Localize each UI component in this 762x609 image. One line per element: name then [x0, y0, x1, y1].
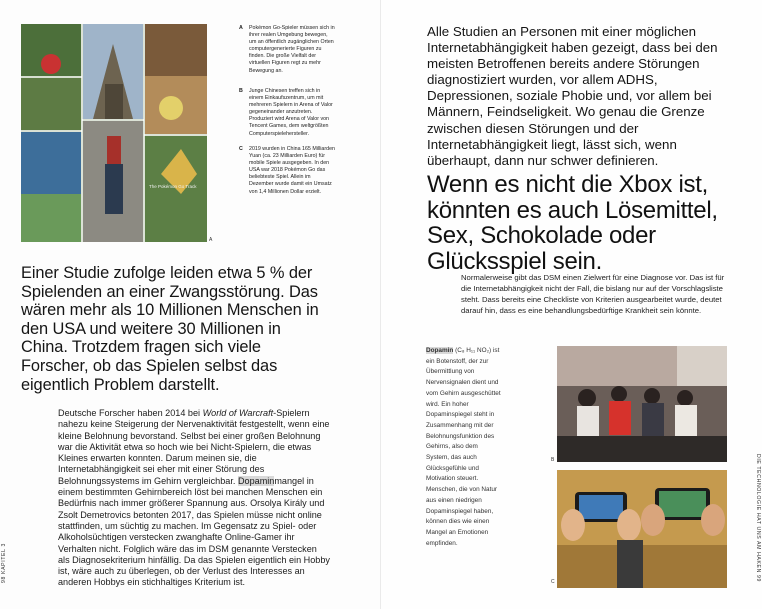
pokemon-go-photo	[21, 24, 207, 242]
photo-b-mall-gamers	[557, 346, 727, 462]
caption-b	[239, 88, 339, 150]
lead-paragraph: Einer Studie zufolge leiden etwa 5 % der Spielenden an einer Zwangsstörung. Das wären mehr als 10 Millionen Menschen in den USA und weitere 30 Millionen in China. Trotzdem fragen sich viele Forscher, ob das Spielen selbst das eigentlich Problem darstellt.	[21, 264, 319, 394]
running-head-left: 98 KAPITEL 3	[0, 543, 7, 583]
photo-label-a: A	[209, 237, 213, 243]
caption-c-text: 2019 wurden in China 165 Milliarden Yuan (ca. 23 Milliarden Euro) für mobile Spiele ausgegeben. In den USA war 2018 Pokémon Go das beliebteste Spiel. Allein im Dezember wurde damit ein Umsatz von 1,4 Millionen Dollar erzielt.	[249, 146, 335, 195]
body-text-italic: World of Warcraft	[202, 408, 274, 418]
dopamine-description: ist ein Botenstoff, der zur Übermittlung von Nervensignalen dient und vom Gehirn ausgeschüttet wird. Ein hoher Dopaminspiegel steht in Zusammenhang mit der Belohnungsfunktion des Gehirns, also dem System, das auch Glücksgefühle und Motivation steuert. Menschen, die von Natur aus einen niedrigen Dopaminspiegel haben, können dies wie einen Mangel an Emotionen empfinden.	[426, 347, 501, 547]
right-page	[381, 0, 762, 609]
caption-c-label: C	[239, 146, 243, 152]
mobile-gaming-illustration	[557, 470, 727, 588]
photo-label-b: B	[551, 457, 555, 463]
dsm-paragraph: Normalerweise gibt das DSM einen Zielwert für eine Diagnose vor. Das ist für die Internetabhängigkeit nicht der Fall, die bislang nur auf der Vorschlagsliste steht. Dass bereits eine Checkliste von Kriterien ausgearbeitet wurde, deutet darauf hin, dass es eine behandlungsbedürftige Krankheit sein könnte.	[461, 273, 725, 315]
body-text-highlight: Dopamin	[237, 475, 275, 486]
caption-a	[239, 25, 339, 97]
dopamine-sidebar	[426, 346, 502, 549]
caption-b-label: B	[239, 88, 243, 94]
running-head-right: DIE TECHNOLOGIE HAT UNS AM HAKEN 99	[754, 454, 761, 582]
mall-gamers-illustration	[557, 346, 727, 462]
caption-a-text: Pokémon Go-Spieler müssen sich in ihrer realen Umgebung bewegen, um an öffentlich zugänglichen Orten computergenerierte Figuren zu finden. Die große Vielfalt der virtuellen Figuren regt zu mehr Bewegung an.	[249, 25, 335, 74]
caption-a-label: A	[239, 25, 243, 31]
photo-c-mobile-gaming	[557, 470, 727, 588]
pokemon-collage-illustration	[21, 24, 207, 242]
body-text-3: mangel in einem bestimmten Gehirnbereich löst bei manchen Menschen ein Bedürfnis nach immer größerer Spannung aus. Orsolya Király und Zsolt Demetrovics betonten 2017, das Spielen müsse nicht online stattfinden, um süchtig zu machen. Im Gegensatz zu Spiel- oder Alkoholsüchtigen verstecken zwanghafte Online-Gamer ihr Verhalten nicht. Folglich wäre das im DSM genannte Verstecken als Diagnosekriterium hinfällig. Da das Spielen eigentlich ein Hobby ist, wäre auch zu überlegen, ob der Verlust des Interesses an anderen Hobbys ein stichhaltiges Kriterium ist.	[58, 475, 330, 588]
dopamine-term: Dopamin	[426, 347, 454, 354]
dopamine-formula: (C₈ H₁₁ NO₂)	[453, 347, 492, 354]
body-text-2: -Spielern nahezu keine Steigerung der Nervenaktivität festgestellt, wenn eine kleine Belohnung bevorstand. Selbst bei einer großen Belohnung war die Aktivität etwa so hoch wie bei Nicht-Spielern, die etwas Kleines erwarten konnten. Darum meinen sie, die Internetabhängigkeit sei eher mit einer Störung des Belohnungssystems im Gehirn vergleichbar.	[58, 408, 330, 486]
caption-c	[239, 146, 339, 210]
photo-label-c: C	[551, 579, 555, 585]
intro-paragraph: Alle Studien an Personen mit einer möglichen Internetabhängigkeit haben gezeigt, dass bei den meisten Betroffenen bereits andere Störungen diagnostiziert wurden, vor allem ADHS, Depressionen, soziale Phobie und, vor allem bei Männern, Feindseligkeit. Wo genau die Grenze zwischen diesen Störungen und der Internetabhängigkeit liegt, lässt sich, wenn überhaupt, dann nur schwer definieren.	[427, 24, 718, 168]
body-text-1: Deutsche Forscher haben 2014 bei	[58, 408, 203, 418]
body-text	[58, 408, 330, 589]
photo-overlay-text: The Pokémon Go Track	[149, 184, 197, 189]
caption-b-text: Junge Chinesen treffen sich in einem Einkaufszentrum, um mit mehreren Spielern in Arena of Valor gegeneinander anzutreten. Produziert wird Arena of Valor von Tencent Games, dem weltgrößten Computerspielehersteller.	[249, 88, 333, 137]
pull-quote-headline: Wenn es nicht die Xbox ist, könnten es auch Lösemittel, Sex, Schokolade oder Glücksspiel sein.	[427, 171, 718, 275]
